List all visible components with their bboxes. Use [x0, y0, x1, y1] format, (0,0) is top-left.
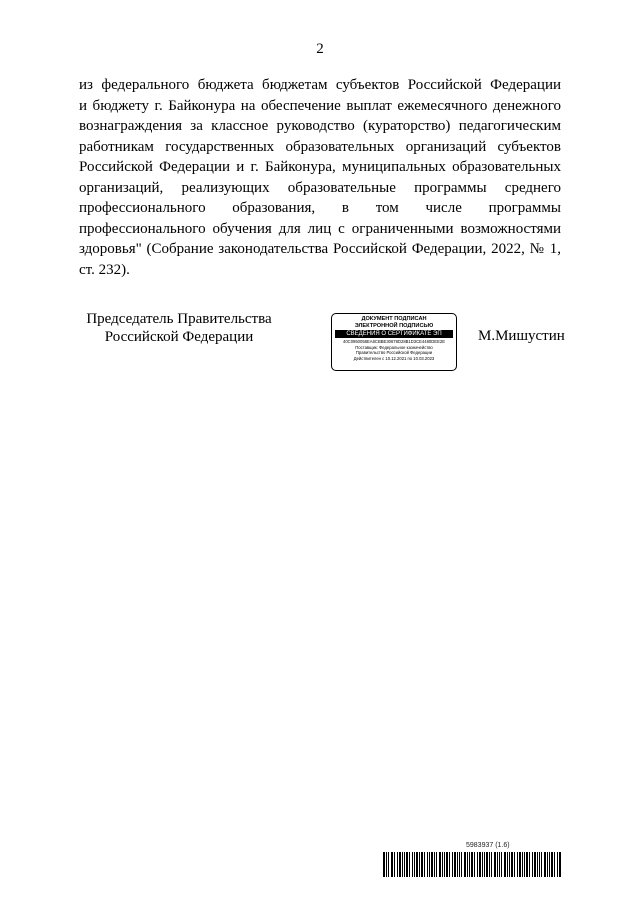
body-text-line: из федерального бюджета бюджетам субъектов Российской Федерации [79, 77, 561, 93]
stamp-certificate-number: 40C0950058EA6CBBE30678D28B1D3CE4480DEE2E [343, 339, 445, 344]
body-text-line: профессионального образования, в том числе программы [79, 200, 561, 216]
electronic-signature-stamp [331, 313, 457, 371]
document-body-text [79, 75, 561, 280]
signer-position-line2: Российской Федерации [104, 329, 254, 345]
body-text-line: вознаграждения за классное руководство (кураторство) педагогическим [79, 118, 561, 134]
stamp-validity: Действителен с 10.12.2021 по 10.03.2023 [353, 355, 435, 361]
signer-position [79, 310, 279, 346]
barcode-icon [383, 852, 561, 877]
body-text-line: Российской Федерации и г. Байконура, муниципальных образовательных [79, 159, 561, 175]
body-text-line: и бюджету г. Байконура на обеспечение выплат ежемесячного денежного [79, 97, 561, 114]
body-text-line: организаций, реализующих образовательные программы среднего [79, 179, 561, 196]
body-text-line: ст. 232). [79, 261, 130, 278]
stamp-line-signed: ДОКУМЕНТ ПОДПИСАН [361, 316, 427, 322]
signer-name: М.Мишустин [478, 328, 565, 344]
body-text-line: профессионального обучения для лиц с ограниченными возможностями [79, 220, 561, 237]
stamp-issuer: Поставщик: Федеральное казначейство [355, 344, 433, 350]
body-text-line: здоровья" (Собрание законодательства Российской Федерации, 2022, № 1, [79, 241, 561, 257]
signer-position-line1: Председатель Правительства [86, 311, 272, 327]
body-text-line: работникам государственных образовательных организаций субъектов [79, 138, 561, 155]
stamp-line-electronic: ЭЛЕКТРОННОЙ ПОДПИСЬЮ [354, 322, 434, 329]
document-code: 5983937 (1.6) [466, 842, 510, 849]
stamp-certificate-header: СВЕДЕНИЯ О СЕРТИФИКАТЕ ЭП [335, 330, 453, 338]
stamp-owner: Правительство Российской Федерации [355, 350, 433, 356]
page-number: 2 [316, 41, 324, 57]
